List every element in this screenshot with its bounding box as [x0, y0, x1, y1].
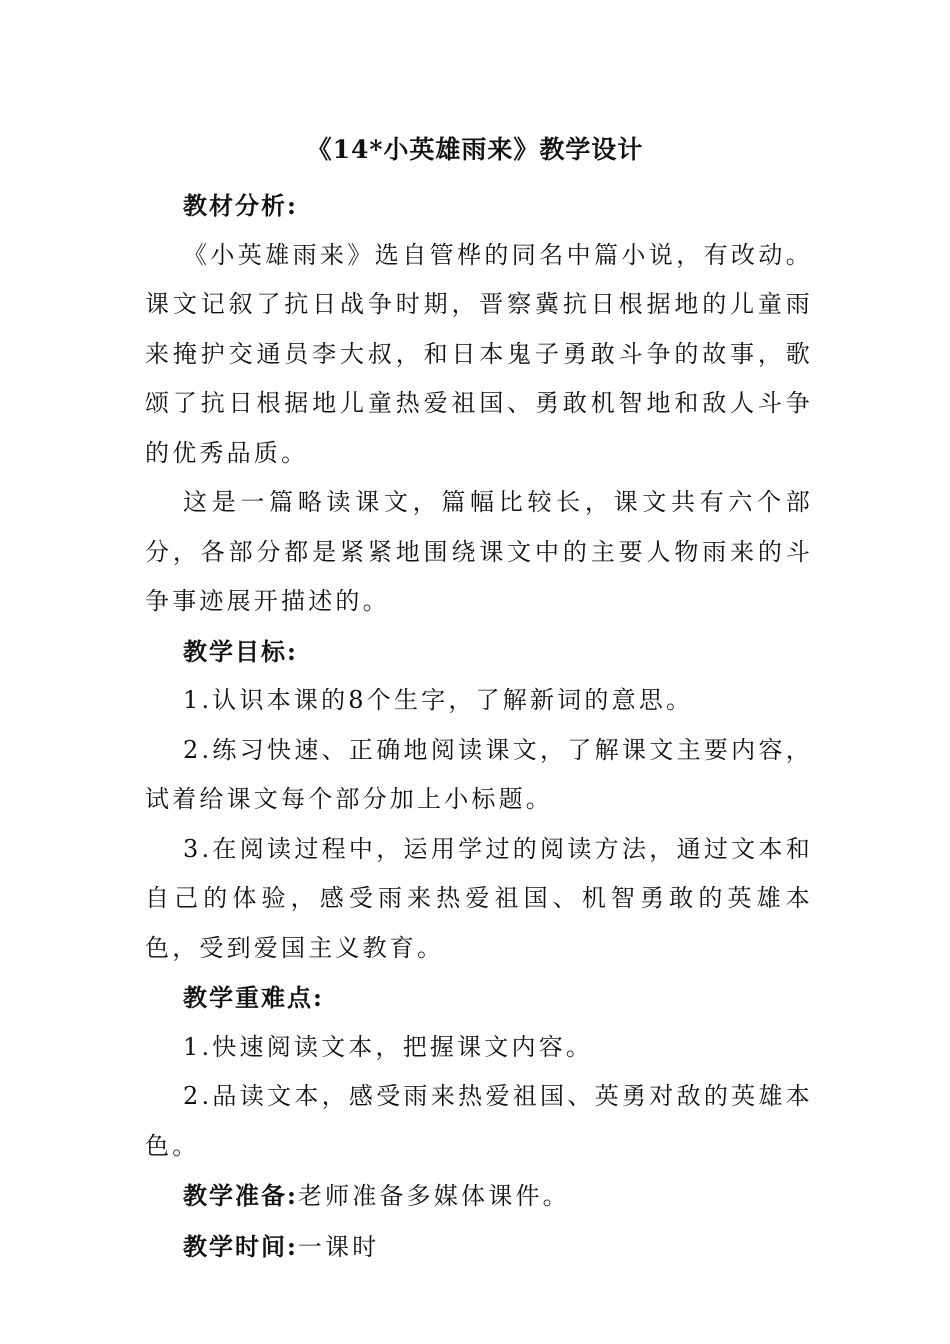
- time-value: 一课时: [297, 1232, 380, 1261]
- analysis-paragraph: 《小英雄雨来》选自管桦的同名中篇小说，有改动。课文记叙了抗日战争时期，晋察冀抗日根据地的儿童雨来掩护交通员李大叔，和日本鬼子勇敢斗争的故事，歌颂了抗日根据地儿童热爱祖国、勇敢机智地和敌人斗争的优秀品质。: [145, 240, 813, 467]
- preparation-line: [145, 1171, 813, 1222]
- goal-item: 2.练习快速、正确地阅读课文，了解课文主要内容，试着给课文每个部分加上小标题。: [145, 735, 813, 813]
- document-title: 《14*小英雄雨来》教学设计: [306, 135, 644, 164]
- goal-item: 3.在阅读过程中，运用学过的阅读方法，通过文本和自己的体验，感受雨来热爱祖国、机智勇敢的英雄本色，受到爱国主义教育。: [145, 834, 813, 962]
- analysis-heading: 教材分析:: [183, 191, 298, 220]
- preparation-label: 教学准备:: [183, 1181, 298, 1210]
- document-body: [145, 181, 813, 1272]
- key-points-heading: 教学重难点:: [183, 983, 324, 1012]
- key-point-item: 1.快速阅读文本，把握课文内容。: [183, 1032, 594, 1061]
- analysis-paragraph: 这是一篇略读课文，篇幅比较长，课文共有六个部分，各部分都是紧紧地围绕课文中的主要人物雨来的斗争事迹展开描述的。: [145, 488, 813, 615]
- goals-heading: 教学目标:: [183, 636, 298, 666]
- preparation-value: 老师准备多媒体课件。: [297, 1182, 570, 1210]
- time-label: 教学时间:: [183, 1231, 298, 1261]
- time-line: [145, 1222, 813, 1273]
- goal-item: 1.认识本课的8个生字，了解新词的意思。: [183, 686, 694, 714]
- key-point-item: 2.品读文本，感受雨来热爱祖国、英勇对敌的英雄本色。: [145, 1082, 813, 1160]
